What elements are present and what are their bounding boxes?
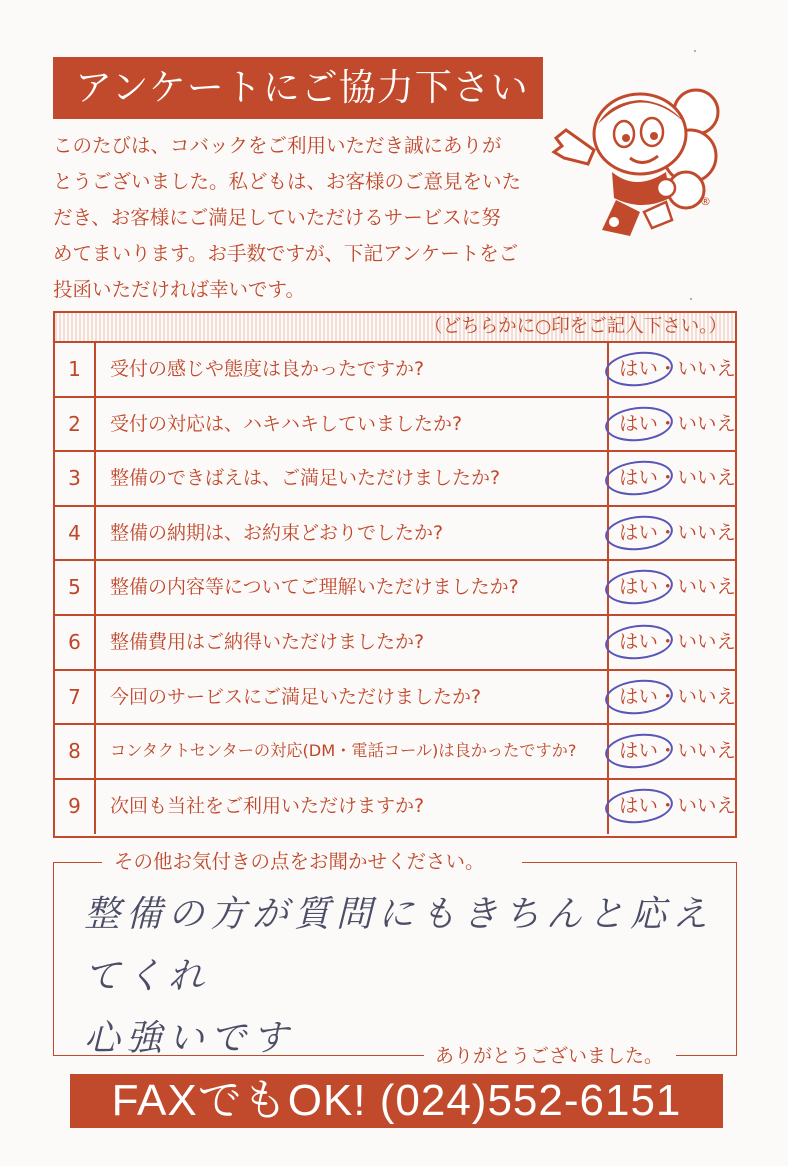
answer-choice[interactable] bbox=[607, 780, 735, 835]
answer-no[interactable]: いいえ bbox=[677, 357, 737, 380]
question-text: 今回のサービスにご満足いただけましたか? bbox=[110, 685, 482, 708]
question-number: 4 bbox=[55, 507, 96, 560]
comment-title: その他お気付きの点をお聞かせください。 bbox=[110, 849, 489, 875]
answer-choice[interactable] bbox=[607, 725, 735, 778]
survey-instruction-row bbox=[55, 313, 735, 343]
answer-yes[interactable]: はい bbox=[619, 739, 659, 763]
intro-line: 投函いただければ幸いです。 bbox=[53, 278, 305, 301]
question-row bbox=[55, 725, 735, 780]
question-row bbox=[55, 780, 735, 835]
handwritten-line: 心強いです bbox=[84, 1018, 295, 1059]
question-text: 整備の納期は、お約束どおりでしたか? bbox=[110, 521, 444, 544]
answer-separator: ・ bbox=[658, 466, 678, 490]
answer-no[interactable]: いいえ bbox=[677, 629, 737, 653]
question-number: 3 bbox=[55, 452, 96, 505]
answer-choice[interactable] bbox=[607, 343, 735, 396]
question-number: 6 bbox=[55, 616, 96, 669]
intro-text bbox=[53, 128, 553, 308]
mascot-character-icon bbox=[548, 72, 728, 252]
answer-no[interactable]: いいえ bbox=[677, 411, 737, 435]
question-number: 8 bbox=[55, 725, 96, 778]
question-row bbox=[55, 616, 735, 671]
answer-no[interactable]: いいえ bbox=[677, 684, 737, 708]
thanks-text: ありがとうございました。 bbox=[431, 1043, 667, 1069]
question-row bbox=[55, 398, 735, 453]
answer-yes[interactable]: はい bbox=[619, 684, 659, 708]
answer-choice[interactable] bbox=[607, 616, 735, 669]
survey-title-banner bbox=[53, 57, 543, 119]
question-number: 5 bbox=[55, 561, 96, 614]
answer-separator: ・ bbox=[658, 684, 678, 708]
answer-separator: ・ bbox=[658, 739, 678, 763]
survey-title: アンケートにご協力下さい bbox=[75, 66, 529, 109]
answer-separator: ・ bbox=[658, 575, 678, 599]
answer-yes[interactable]: はい bbox=[619, 411, 659, 435]
speck bbox=[690, 298, 692, 300]
answer-separator: ・ bbox=[658, 411, 678, 435]
answer-choice[interactable] bbox=[607, 561, 735, 614]
answer-no[interactable]: いいえ bbox=[677, 520, 737, 544]
intro-line: このたびは、コバックをご利用いただき誠にありが bbox=[53, 134, 502, 157]
question-text: 受付の対応は、ハキハキしていましたか? bbox=[110, 412, 463, 435]
answer-separator: ・ bbox=[658, 793, 678, 817]
answer-choice[interactable] bbox=[607, 671, 735, 724]
intro-line: だき、お客様にご満足していただけるサービスに努 bbox=[53, 206, 501, 229]
question-row bbox=[55, 507, 735, 562]
question-row bbox=[55, 561, 735, 616]
fax-banner bbox=[70, 1074, 723, 1128]
answer-choice[interactable] bbox=[607, 452, 735, 505]
registered-mark: ® bbox=[700, 195, 711, 208]
answer-yes[interactable]: はい bbox=[619, 466, 659, 490]
fax-text: FAXでもOK! (024)552-6151 bbox=[111, 1076, 682, 1125]
question-text: コンタクトセンターの対応(DM・電話コール)は良かったですか? bbox=[110, 741, 577, 761]
answer-yes[interactable]: はい bbox=[619, 629, 659, 653]
question-number: 7 bbox=[55, 671, 96, 724]
question-text: 受付の感じや態度は良かったですか? bbox=[110, 358, 425, 380]
answer-no[interactable]: いいえ bbox=[677, 575, 737, 599]
answer-yes[interactable]: はい bbox=[619, 357, 659, 380]
answer-choice[interactable] bbox=[607, 398, 735, 451]
question-row bbox=[55, 452, 735, 507]
answer-no[interactable]: いいえ bbox=[677, 466, 737, 490]
answer-choice[interactable] bbox=[607, 507, 735, 560]
intro-line: とうございました。私どもは、お客様のご意見をいた bbox=[53, 170, 522, 193]
question-row bbox=[55, 671, 735, 726]
answer-yes[interactable]: はい bbox=[619, 793, 659, 817]
answer-no[interactable]: いいえ bbox=[677, 739, 737, 763]
question-row bbox=[55, 343, 735, 398]
survey-table bbox=[53, 311, 737, 838]
survey-instruction: （どちらかに○印をご記入下さい。） bbox=[424, 316, 727, 337]
answer-separator: ・ bbox=[658, 629, 678, 653]
question-text: 次回も当社をご利用いただけますか? bbox=[110, 794, 425, 817]
question-text: 整備費用はご納得いただけましたか? bbox=[110, 630, 425, 653]
intro-line: めてまいります。お手数ですが、下記アンケートをご bbox=[53, 242, 519, 265]
question-text: 整備の内容等についてご理解いただけましたか? bbox=[110, 576, 519, 599]
answer-no[interactable]: いいえ bbox=[677, 793, 737, 817]
question-number: 1 bbox=[55, 343, 96, 396]
question-number: 9 bbox=[55, 780, 96, 835]
answer-separator: ・ bbox=[658, 520, 678, 544]
handwritten-line: 整備の方が質問にもきちんと応えてくれ bbox=[84, 894, 715, 997]
answer-yes[interactable]: はい bbox=[619, 520, 659, 544]
answer-separator: ・ bbox=[658, 357, 678, 380]
speck bbox=[694, 50, 696, 52]
comment-box[interactable] bbox=[53, 850, 737, 1067]
answer-yes[interactable]: はい bbox=[619, 575, 659, 599]
question-number: 2 bbox=[55, 398, 96, 451]
question-text: 整備のできばえは、ご満足いただけましたか? bbox=[110, 467, 501, 490]
